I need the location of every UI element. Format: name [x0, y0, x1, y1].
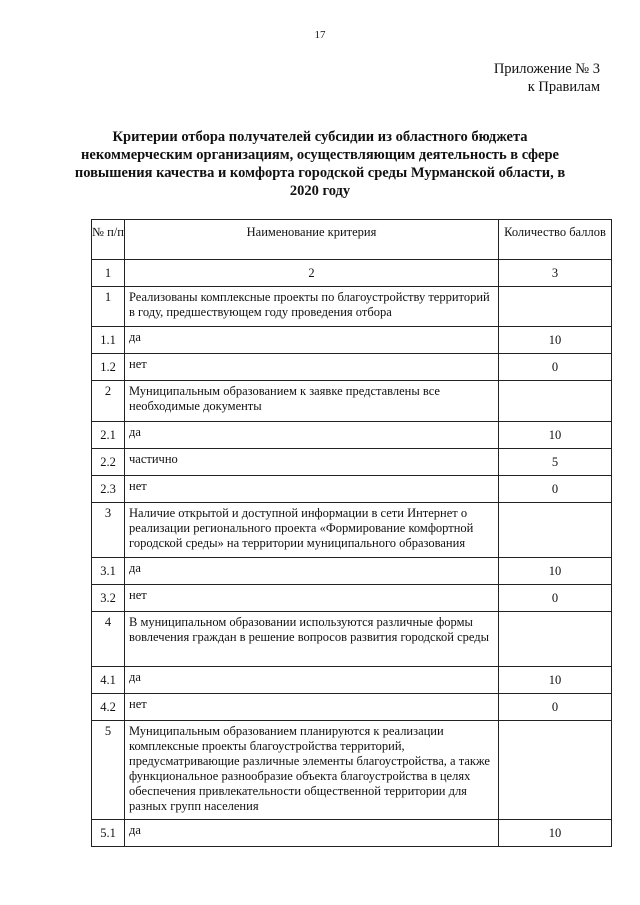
row-number: 2.3 [92, 476, 125, 503]
row-score: 0 [499, 354, 612, 381]
table-row [92, 585, 612, 612]
row-number: 2.2 [92, 449, 125, 476]
row-number: 5.1 [92, 820, 125, 847]
row-number: 1.2 [92, 354, 125, 381]
table-row [92, 558, 612, 585]
row-number: 3 [92, 503, 125, 558]
table-row [92, 721, 612, 820]
column-number: 2 [125, 260, 499, 287]
row-criterion: Реализованы комплексные проекты по благоустройству территорий в году, предшествующем году проведения отбора [125, 287, 499, 327]
row-criterion: Муниципальным образованием планируются к реализации комплексные проекты благоустройства территорий, предусматривающие различные элементы благоустройства, а также функциональное разнообразие объекта благоустройства в целях обеспечения привлекательности общественной территории для разных групп населения [125, 721, 499, 820]
page-number: 17 [314, 29, 326, 41]
row-score [499, 721, 612, 820]
row-criterion: нет [125, 354, 499, 381]
table-row [92, 327, 612, 354]
row-criterion: нет [125, 585, 499, 612]
row-score: 10 [499, 820, 612, 847]
header-score: Количество баллов [499, 220, 612, 260]
row-score: 10 [499, 558, 612, 585]
row-criterion: Наличие открытой и доступной информации в сети Интернет о реализации регионального проекта «Формирование комфортной городской среды» на территории муниципального образования [125, 503, 499, 558]
row-score: 0 [499, 476, 612, 503]
table-row [92, 820, 612, 847]
row-number: 4.2 [92, 694, 125, 721]
column-number: 1 [92, 260, 125, 287]
table-row [92, 422, 612, 449]
row-criterion: Муниципальным образованием к заявке представлены все необходимые документы [125, 381, 499, 422]
column-numbers-row [92, 260, 612, 287]
row-criterion: да [125, 667, 499, 694]
row-number: 5 [92, 721, 125, 820]
row-criterion: да [125, 327, 499, 354]
header-criterion-name: Наименование критерия [125, 220, 499, 260]
table-row [92, 287, 612, 327]
table-row [92, 612, 612, 667]
table-row [92, 381, 612, 422]
row-criterion: да [125, 558, 499, 585]
appendix-reference [494, 60, 600, 96]
appendix-line-1: Приложение № 3 [493, 61, 600, 77]
row-score: 5 [499, 449, 612, 476]
table-row [92, 503, 612, 558]
row-score: 10 [499, 422, 612, 449]
row-criterion: В муниципальном образовании используются различные формы вовлечения граждан в решение вопросов развития городской среды [125, 612, 499, 667]
row-score: 10 [499, 667, 612, 694]
header-number: № п/п [92, 220, 125, 260]
row-score: 10 [499, 327, 612, 354]
table-row [92, 449, 612, 476]
row-number: 1.1 [92, 327, 125, 354]
table-row [92, 476, 612, 503]
row-number: 3.2 [92, 585, 125, 612]
table-header-row [92, 220, 612, 260]
table-row [92, 354, 612, 381]
row-score [499, 503, 612, 558]
criteria-table [91, 219, 612, 847]
row-number: 2.1 [92, 422, 125, 449]
row-score [499, 287, 612, 327]
row-number: 4.1 [92, 667, 125, 694]
table-row [92, 694, 612, 721]
row-criterion: да [125, 820, 499, 847]
row-score: 0 [499, 585, 612, 612]
row-criterion: да [125, 422, 499, 449]
table-row [92, 667, 612, 694]
row-number: 4 [92, 612, 125, 667]
row-criterion: нет [125, 694, 499, 721]
appendix-line-2: к Правилам [527, 79, 600, 95]
row-number: 1 [92, 287, 125, 327]
row-number: 2 [92, 381, 125, 422]
document-title: Критерии отбора получателей субсидии из областного бюджета некоммерческим организациям, осуществляющим деятельность в сфере повышения качества и комфорта городской среды Мурманской области, в 2020 году [74, 129, 566, 199]
row-criterion: частично [125, 449, 499, 476]
row-score: 0 [499, 694, 612, 721]
row-score [499, 612, 612, 667]
row-score [499, 381, 612, 422]
row-criterion: нет [125, 476, 499, 503]
row-number: 3.1 [92, 558, 125, 585]
column-number: 3 [499, 260, 612, 287]
